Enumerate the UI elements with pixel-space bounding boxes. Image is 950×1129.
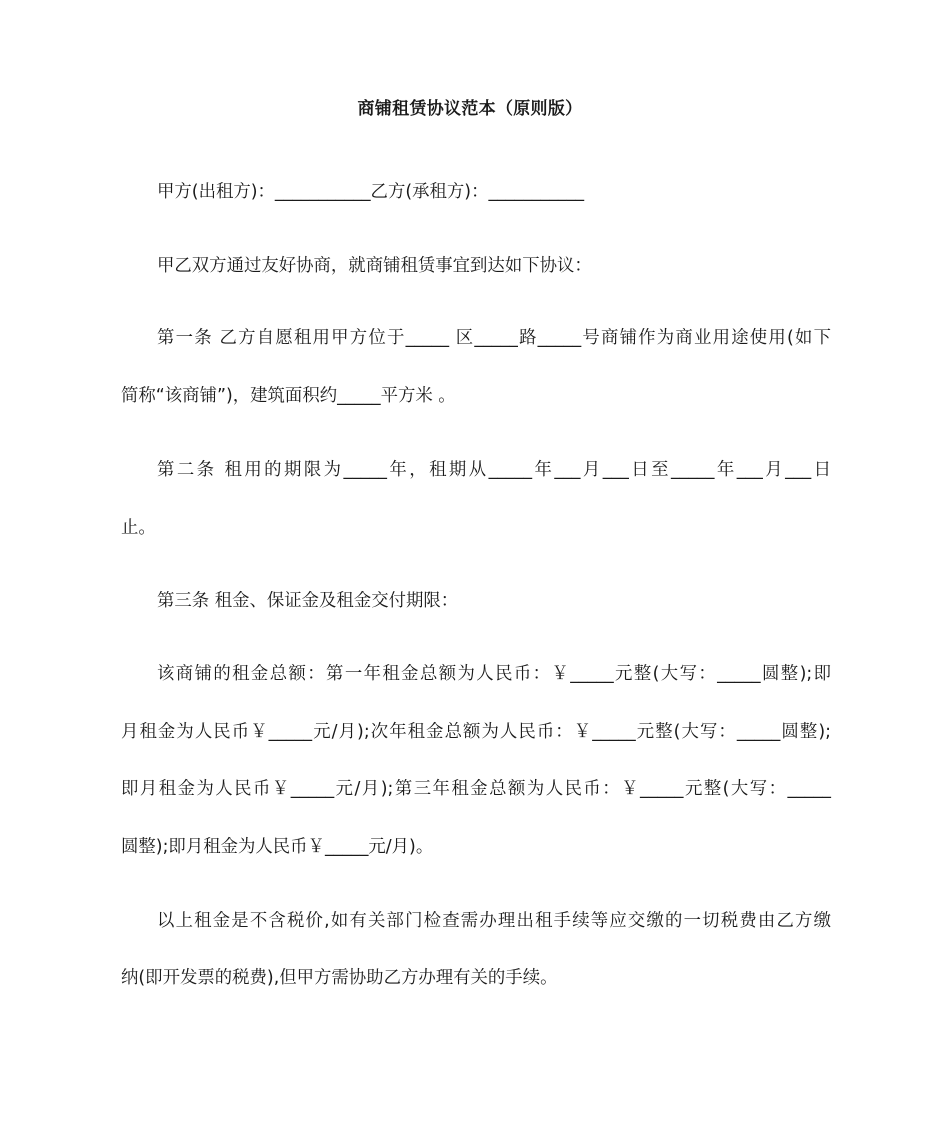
tax-line-1: 以上租金是不含税价,如有关部门检查需办理出租手续等应交缴的一切税费由乙方缴 — [157, 911, 831, 931]
rent-line-3: 即月租金为人民币￥_____元/月);第三年租金总额为人民币：￥_____元整(大写：_____ — [121, 779, 831, 799]
document-title: 商铺租赁协议范本（原则版） — [357, 99, 583, 119]
rent-line-2: 月租金为人民币￥_____元/月);次年租金总额为人民币：￥_____元整(大写：_____圆整); — [121, 722, 831, 742]
article-2-line-2: 止。 — [121, 518, 156, 538]
tax-line-2: 纳(即开发票的税费),但甲方需协助乙方办理有关的手续。 — [121, 968, 558, 988]
parties-line: 甲方(出租方)：___________乙方(承租方)：___________ — [157, 182, 585, 202]
rent-line-1: 该商铺的租金总额：第一年租金总额为人民币：￥_____元整(大写：_____圆整);即 — [157, 664, 831, 684]
preamble-line: 甲乙双方通过友好协商，就商铺租赁事宜到达如下协议： — [157, 256, 592, 276]
article-1-line-1: 第一条 乙方自愿租用甲方位于_____ 区_____路_____号商铺作为商业用途使用(如下 — [157, 328, 831, 348]
article-2-line-1: 第二条 租用的期限为_____年，租期从_____年___月___日至_____年___月___日 — [157, 460, 831, 480]
article-1-line-2: 简称“该商铺”)，建筑面积约_____平方米 。 — [121, 386, 456, 406]
article-3-heading: 第三条 租金、保证金及租金交付期限： — [157, 591, 459, 611]
rent-line-4: 圆整);即月租金为人民币￥_____元/月)。 — [121, 837, 434, 857]
